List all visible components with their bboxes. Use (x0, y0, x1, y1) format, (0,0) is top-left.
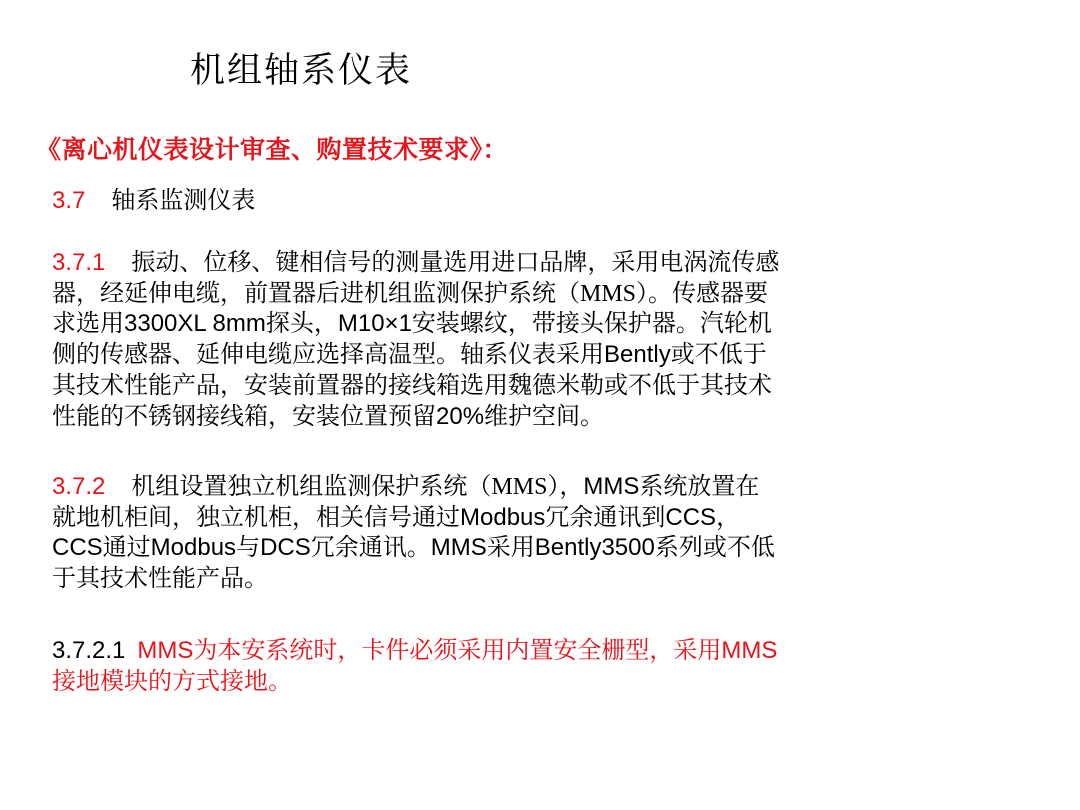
document-reference-heading: 《离心机仪表设计审查、购置技术要求》： (36, 137, 509, 164)
section-3-7-2-mms-2: MMS (430, 534, 487, 562)
section-3-7-2-1-mms-2: MMS (721, 637, 778, 664)
section-3-7-2-line-2c: 冗余通讯到 (545, 504, 666, 531)
section-3-7-2-line-3d: 与 (236, 535, 261, 562)
section-3-7-2-line-3f: 冗余通讯。 (310, 535, 431, 562)
section-3-7-1-line-6c: 维护空间。 (484, 403, 605, 430)
section-3-7-1-line-3a: 求选用 (52, 311, 124, 338)
section-3-7-2-ccs-1: CCS， (665, 503, 741, 531)
section-3-7-1-line-1: 振动、位移、键相信号的测量选用进口品牌，采用电涡流传感 (131, 250, 780, 276)
section-3-7-1-model-3300xl: 3300XL 8mm (124, 310, 266, 338)
section-3-7-heading: 轴系监测仪表 (111, 188, 256, 214)
section-3-7-2-1-number: 3.7.2.1 (52, 637, 126, 664)
section-3-7-2-line-1a: 机组设置独立机组监测保护系统（MMS）， (131, 474, 584, 500)
section-3-7-2-line-3h: 采用 (486, 535, 535, 562)
section-3-7-2 (52, 472, 1052, 595)
section-3-7-1-number: 3.7.1 (52, 249, 106, 276)
section-3-7-2-1-line-2: 接地模块的方式接地。 (52, 668, 292, 695)
section-3-7-2-mms-1: MMS (583, 473, 640, 500)
section-3-7-2-number: 3.7.2 (52, 473, 106, 500)
section-3-7-2-line-3j: 系列或不低 (654, 535, 775, 562)
section-3-7-2-1-line-1b: 为本安系统时，卡件必须采用内置安全栅型，采用 (193, 638, 722, 664)
section-3-7-2-protocol-modbus-1: Modbus (460, 503, 546, 531)
section-3-7-1-line-2: 器，经延伸电缆，前置器后进机组监测保护系统（MMS）。传感器要 (52, 280, 769, 307)
section-3-7-2-line-3b: 通过 (102, 535, 151, 562)
section-3-7 (52, 186, 1052, 217)
section-3-7-2-1-mms-1: MMS (137, 637, 194, 664)
page-title: 机组轴系仪表 (190, 51, 413, 90)
section-3-7-1-line-4c: 或不低于 (670, 342, 767, 369)
section-3-7-1-percent-value: 20% (436, 402, 485, 430)
section-3-7-2-dcs: DCS (260, 534, 311, 562)
section-3-7-1-line-4a: 侧的传感器、延伸电缆应选择高温型。轴系仪表采用 (52, 342, 604, 369)
section-3-7-1-line-3e: 安装螺纹，带接头保护器。汽轮机 (411, 311, 772, 338)
section-3-7-2-line-1c: 系统放置在 (639, 474, 760, 500)
section-3-7-2-line-2a: 就地机柜间，独立机柜，相关信号通过 (52, 504, 460, 531)
section-3-7-1-line-6a: 性能的不锈钢接线箱，安装位置预留 (52, 403, 436, 430)
section-3-7-2-protocol-modbus-2: Modbus (150, 534, 237, 562)
section-3-7-1-line-5: 其技术性能产品，安装前置器的接线箱选用魏德米勒或不低于其技术 (52, 372, 772, 399)
section-3-7-2-line-4: 于其技术性能产品。 (52, 566, 268, 593)
section-3-7-1-thread-spec: M10×1 (337, 310, 412, 338)
section-3-7-1-brand-bently: Bently (604, 341, 671, 369)
section-3-7-number: 3.7 (52, 187, 86, 214)
section-3-7-2-ccs-2: CCS (52, 534, 103, 562)
section-3-7-1 (52, 248, 1052, 432)
section-3-7-1-line-3c: 探头， (265, 311, 338, 338)
section-3-7-2-1 (52, 636, 1052, 697)
section-3-7-2-model-bently3500: Bently3500 (534, 534, 655, 562)
